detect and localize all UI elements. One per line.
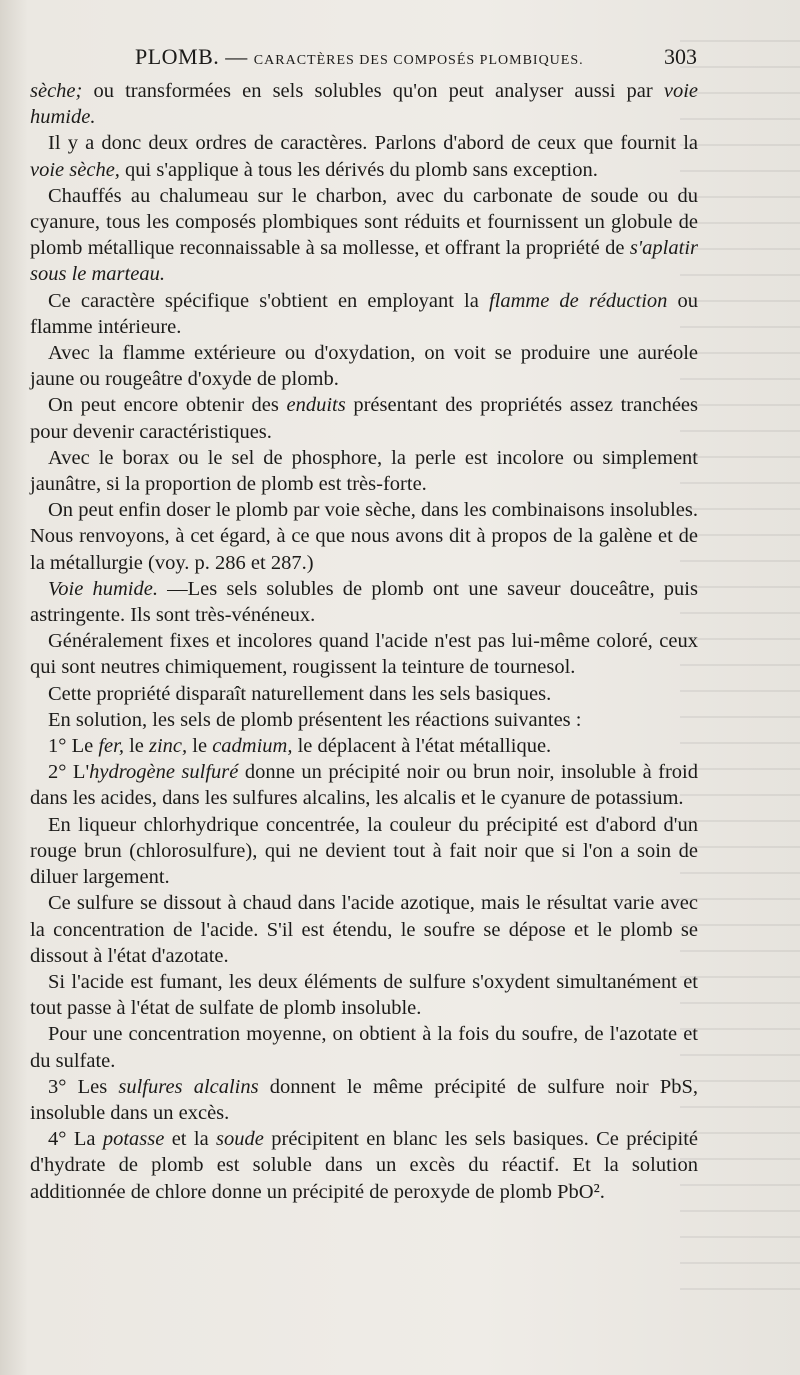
- text-run: Avec le borax ou le sel de phosphore, la perle est incolore ou simplement jaunâtre, si la proportion de plomb est très-forte.: [30, 446, 698, 496]
- italic-text: sèche;: [30, 80, 83, 102]
- paragraph: [30, 890, 698, 969]
- body-text: [30, 78, 698, 1205]
- italic-text: Voie humide.: [48, 577, 158, 600]
- text-run: Avec la flamme extérieure ou d'oxydation, on voit se produire une auréole jaune ou rougeâtre d'oxyde de plomb.: [30, 342, 698, 391]
- header-title-dash: —: [219, 44, 254, 69]
- text-run: On peut enfin doser le plomb par voie sèche, dans les combinaisons insolubles. Nous renvoyons, à cet égard, à ce que nous avons dit à propos de la galène et de la métallurgie (voy. p. 286 et 287.): [30, 499, 698, 574]
- page-number: 303: [664, 44, 697, 69]
- paragraph: [30, 1074, 698, 1126]
- paragraph: [30, 812, 698, 891]
- text-run: précipitent en blanc les sels basiques. Ce précipité d'hydrate de plomb est soluble dans un excès du réactif. Et la solution additionnée de chlore donne un précipité de peroxyde de plomb PbO².: [30, 1128, 698, 1203]
- italic-text: soude: [216, 1128, 264, 1151]
- header-title-rest: CARACTÈRES DES COMPOSÉS PLOMBIQUES.: [253, 53, 584, 68]
- text-run: le: [123, 735, 149, 758]
- paragraph: [30, 1126, 698, 1205]
- italic-text: voie sèche,: [30, 158, 120, 181]
- header-title: [135, 44, 584, 70]
- italic-text: fer,: [98, 735, 124, 758]
- text-run: et la: [164, 1128, 217, 1151]
- italic-text: enduits: [286, 394, 346, 417]
- italic-text: s'aplatir sous le marteau.: [30, 237, 698, 286]
- paragraph: [30, 733, 698, 759]
- text-run: Si l'acide est fumant, les deux éléments de sulfure s'oxydent simultanément et tout passe à l'état de sulfate de plomb insoluble.: [30, 970, 698, 1020]
- italic-text: cadmium,: [212, 735, 293, 758]
- running-header: [0, 40, 800, 80]
- text-run: Ce caractère spécifique s'obtient en employant la: [48, 289, 489, 312]
- paragraph: [30, 497, 698, 576]
- text-run: Généralement fixes et incolores quand l'acide n'est pas lui-même coloré, ceux qui sont neutres chimiquement, rougissent la teinture de tournesol.: [30, 630, 698, 679]
- paragraph: [30, 288, 698, 340]
- text-run: Ce sulfure se dissout à chaud dans l'acide azotique, mais le résultat varie avec la concentration de l'acide. S'il est étendu, le soufre se dépose et le plomb se dissout à l'état d'azotate.: [30, 892, 698, 967]
- paragraph: [30, 445, 698, 497]
- text-run: Il y a donc deux ordres de caractères. Parlons d'abord de ceux que fournit la: [48, 132, 698, 155]
- text-run: Chauffés au chalumeau sur le charbon, avec du carbonate de soude ou du cyanure, tous les composés plombiques sont réduits et fournissent un globule de plomb métallique reconnaissable à sa mollesse, et offrant la propriété de: [30, 184, 698, 260]
- text-run: le déplacent à l'état métallique.: [292, 735, 552, 758]
- paragraph: [30, 759, 698, 811]
- paragraph: [30, 392, 698, 444]
- text-run: ou transformées en sels solubles qu'on peut analyser aussi par: [82, 80, 664, 102]
- paragraph: [30, 969, 698, 1021]
- italic-text: potasse: [102, 1128, 165, 1151]
- italic-text: voie humide.: [30, 80, 698, 129]
- paragraph: [30, 1021, 698, 1073]
- text-run: 1° Le: [48, 735, 99, 758]
- paragraph: [30, 340, 698, 392]
- paragraph: [30, 707, 698, 733]
- paragraph: [30, 78, 698, 130]
- text-run: donnent le même précipité de sulfure noir PbS, insoluble dans un excès.: [30, 1075, 699, 1124]
- text-run: ou flamme intérieure.: [30, 289, 699, 338]
- header-title-main: PLOMB.: [135, 44, 220, 69]
- paragraph: [30, 628, 698, 680]
- italic-text: sulfures alcalins: [118, 1075, 259, 1098]
- text-run: donne un précipité noir ou brun noir, insoluble à froid dans les acides, dans les sulfures alcalins, les alcalis et le cyanure de potassium.: [30, 761, 698, 810]
- text-run: 4° La: [48, 1128, 103, 1151]
- text-run: 2° L': [48, 761, 90, 784]
- show-through-shadow: [680, 40, 800, 1300]
- text-run: Pour une concentration moyenne, on obtient à la fois du soufre, de l'azotate et du sulfate.: [30, 1023, 698, 1072]
- paragraph: [30, 681, 698, 707]
- italic-text: flamme de réduction: [488, 289, 668, 312]
- text-run: le: [187, 735, 213, 758]
- text-run: En solution, les sels de plomb présentent les réactions suivantes :: [48, 708, 582, 731]
- text-run: On peut encore obtenir des: [48, 394, 287, 417]
- text-run: —Les sels solubles de plomb ont une saveur douceâtre, puis astringente. Ils sont très-vénéneux.: [30, 577, 698, 627]
- paragraph: [30, 183, 698, 288]
- text-run: Cette propriété disparaît naturellement dans les sels basiques.: [48, 682, 552, 705]
- italic-text: zinc,: [149, 735, 188, 758]
- text-run: qui s'applique à tous les dérivés du plomb sans exception.: [119, 158, 598, 181]
- paragraph: [30, 130, 698, 182]
- text-run: 3° Les: [48, 1075, 119, 1098]
- text-run: En liqueur chlorhydrique concentrée, la couleur du précipité est d'abord d'un rouge brun (chlorosulfure), qui ne devient tout à fait noir que si l'on a soin de diluer largement.: [30, 813, 698, 889]
- italic-text: hydrogène sulfuré: [89, 761, 239, 784]
- text-run: présentant des propriétés assez tranchées pour devenir caractéristiques.: [30, 394, 698, 443]
- paragraph: [30, 576, 698, 628]
